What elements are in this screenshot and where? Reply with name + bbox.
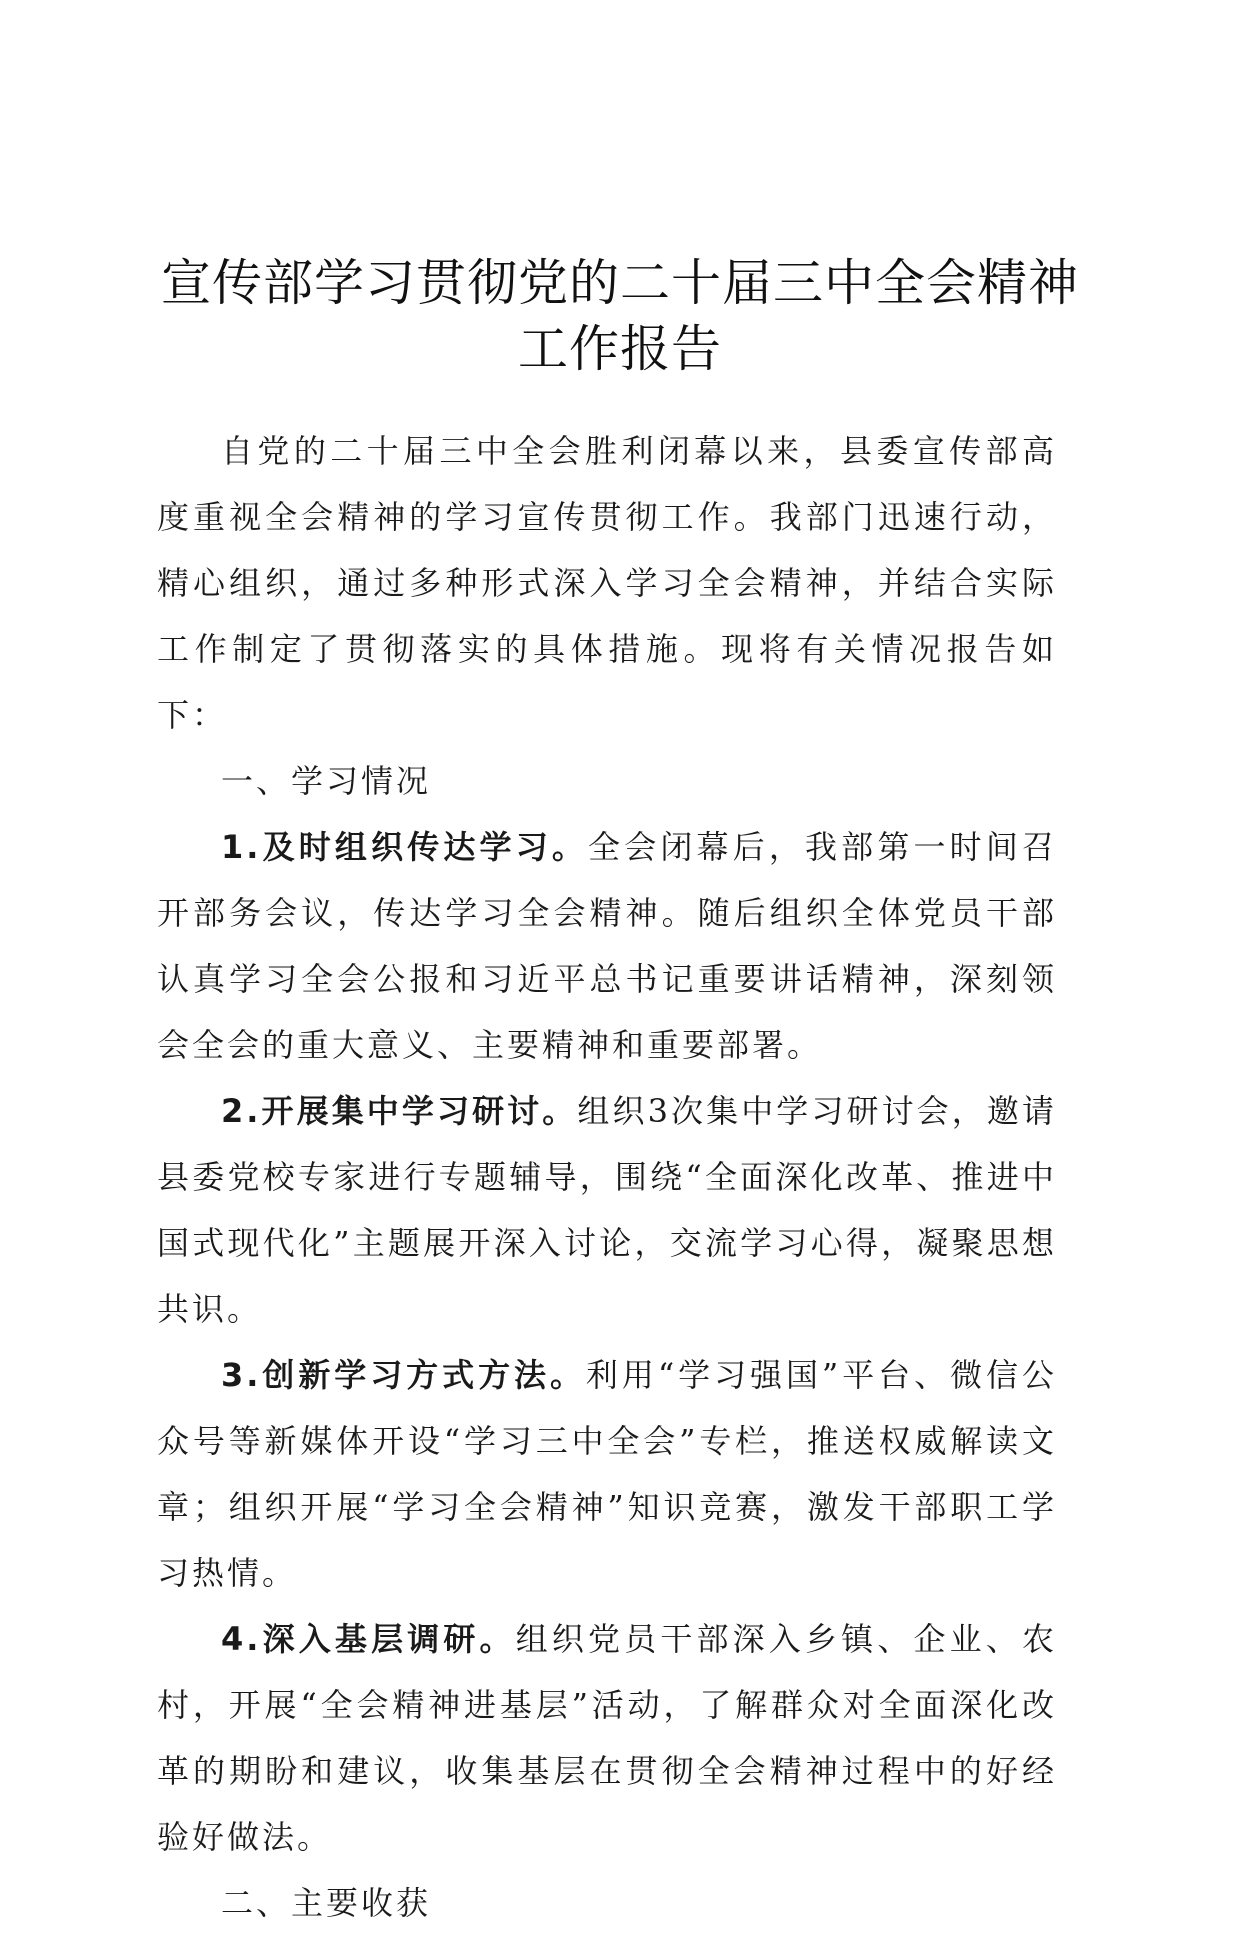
list-item <box>157 1342 1057 1606</box>
item-text: 利用“学习强国”平台、微信公众号等新媒体开设“学习三中全会”专栏，推送权威解读文章；组织开展“学习全会精神”知识竞赛，激发干部职工学习热情。 <box>157 1356 1057 1592</box>
list-item <box>157 1078 1057 1342</box>
list-item <box>157 814 1057 1078</box>
list-item <box>157 1606 1057 1870</box>
intro-paragraph: 自党的二十届三中全会胜利闭幕以来，县委宣传部高度重视全会精神的学习宣传贯彻工作。我部门迅速行动，精心组织，通过多种形式深入学习全会精神，并结合实际工作制定了贯彻落实的具体措施。现将有关情况报告如下： <box>157 432 1057 734</box>
item-lead: 1.及时组织传达学习。 <box>221 828 589 866</box>
item-lead: 3.创新学习方式方法。 <box>221 1356 586 1394</box>
document-title: 宣传部学习贯彻党的二十届三中全会精神工作报告 <box>161 254 1079 378</box>
item-text: 全会闭幕后，我部第一时间召开部务会议，传达学习全会精神。随后组织全体党员干部认真学习全会公报和习近平总书记重要讲话精神，深刻领会全会的重大意义、主要精神和重要部署。 <box>157 828 1057 1064</box>
item-lead: 4.深入基层调研。 <box>221 1620 516 1658</box>
section-heading-study: 一、学习情况 <box>221 762 432 800</box>
item-text: 组织党员干部深入乡镇、企业、农村，开展“全会精神进基层”活动，了解群众对全面深化改革的期盼和建议，收集基层在贯彻全会精神过程中的好经验好做法。 <box>157 1620 1057 1856</box>
document-body <box>157 418 1057 1936</box>
item-lead: 2.开展集中学习研讨。 <box>221 1092 578 1130</box>
section-heading-gains: 二、主要收获 <box>221 1884 432 1922</box>
item-text: 组织3次集中学习研讨会，邀请县委党校专家进行专题辅导，围绕“全面深化改革、推进中国式现代化”主题展开深入讨论，交流学习心得，凝聚思想共识。 <box>157 1092 1057 1328</box>
